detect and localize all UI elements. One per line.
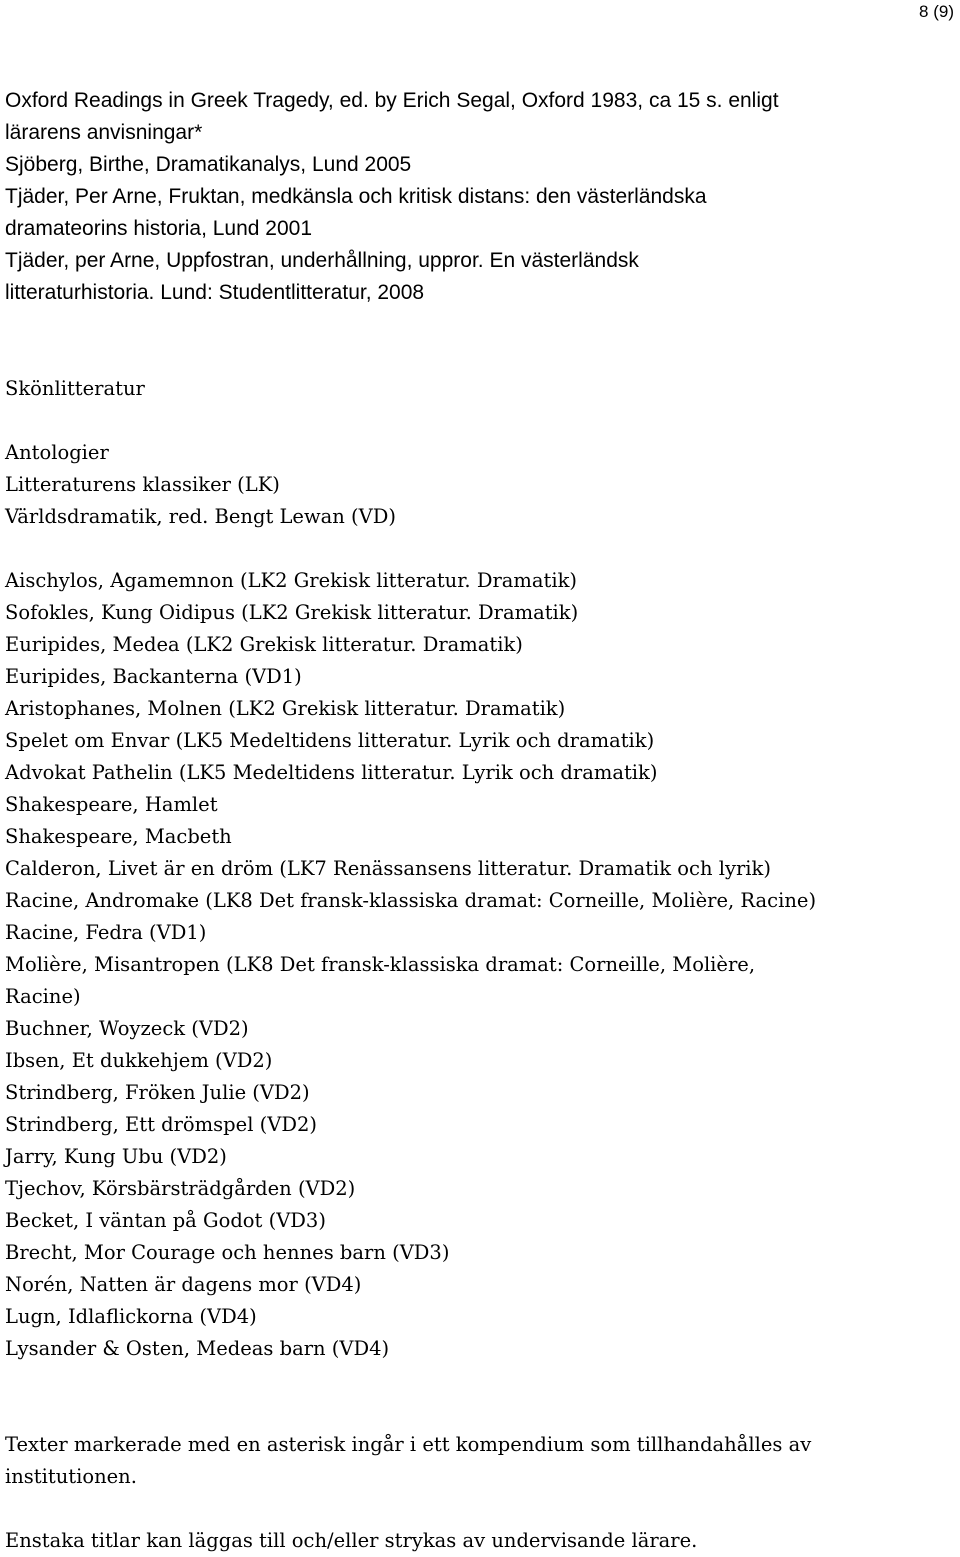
work-line: Shakespeare, Hamlet — [5, 793, 218, 816]
bibliography-line: lärarens anvisningar* — [5, 121, 203, 144]
work-line: Strindberg, Fröken Julie (VD2) — [5, 1081, 310, 1104]
work-line: Lysander & Osten, Medeas barn (VD4) — [5, 1337, 390, 1360]
work-line: Aristophanes, Molnen (LK2 Grekisk litteratur. Dramatik) — [5, 697, 566, 720]
note-line: institutionen. — [5, 1465, 137, 1488]
document-body — [5, 85, 950, 1557]
bibliography-line: Sjöberg, Birthe, Dramatikanalys, Lund 2005 — [5, 153, 412, 176]
work-line: Brecht, Mor Courage och hennes barn (VD3) — [5, 1241, 450, 1264]
work-line: Molière, Misantropen (LK8 Det fransk-klassiska dramat: Corneille, Molière, — [5, 953, 756, 976]
notes — [5, 1429, 950, 1493]
final-note: Enstaka titlar kan läggas till och/eller strykas av undervisande lärare. — [5, 1529, 698, 1552]
work-line: Sofokles, Kung Oidipus (LK2 Grekisk litteratur. Dramatik) — [5, 601, 579, 624]
work-line: Racine, Andromake (LK8 Det fransk-klassiska dramat: Corneille, Molière, Racine) — [5, 889, 817, 912]
work-line: Norén, Natten är dagens mor (VD4) — [5, 1273, 362, 1296]
work-line: Ibsen, Et dukkehjem (VD2) — [5, 1049, 273, 1072]
bibliography-line: Oxford Readings in Greek Tragedy, ed. by Erich Segal, Oxford 1983, ca 15 s. enligt — [5, 89, 779, 112]
bibliography-list — [5, 85, 950, 309]
work-line: Buchner, Woyzeck (VD2) — [5, 1017, 249, 1040]
work-line: Racine) — [5, 985, 81, 1008]
work-line: Spelet om Envar (LK5 Medeltidens litteratur. Lyrik och dramatik) — [5, 729, 655, 752]
page-number: 8 (9) — [919, 2, 954, 21]
work-line: Euripides, Medea (LK2 Grekisk litteratur. Dramatik) — [5, 633, 523, 656]
bibliography-line: dramateorins historia, Lund 2001 — [5, 217, 313, 240]
anthology-line: Världsdramatik, red. Bengt Lewan (VD) — [5, 505, 396, 528]
bibliography-line: litteraturhistoria. Lund: Studentlitteratur, 2008 — [5, 281, 425, 304]
anthology-line: Antologier — [5, 441, 109, 464]
note-line: Texter markerade med en asterisk ingår i ett kompendium som tillhandahålles av — [5, 1433, 812, 1456]
work-line: Advokat Pathelin (LK5 Medeltidens litteratur. Lyrik och dramatik) — [5, 761, 658, 784]
work-line: Calderon, Livet är en dröm (LK7 Renässansens litteratur. Dramatik och lyrik) — [5, 857, 771, 880]
work-line: Lugn, Idlaflickorna (VD4) — [5, 1305, 257, 1328]
bibliography-line: Tjäder, per Arne, Uppfostran, underhållning, uppror. En västerländsk — [5, 249, 639, 272]
work-line: Shakespeare, Macbeth — [5, 825, 232, 848]
work-line: Aischylos, Agamemnon (LK2 Grekisk litteratur. Dramatik) — [5, 569, 578, 592]
work-line: Tjechov, Körsbärsträdgården (VD2) — [5, 1177, 356, 1200]
anthology-list — [5, 437, 950, 533]
work-line: Strindberg, Ett drömspel (VD2) — [5, 1113, 317, 1136]
bibliography-line: Tjäder, Per Arne, Fruktan, medkänsla och kritisk distans: den västerländska — [5, 185, 707, 208]
works-list — [5, 565, 950, 1365]
work-line: Becket, I väntan på Godot (VD3) — [5, 1209, 326, 1232]
work-line: Euripides, Backanterna (VD1) — [5, 665, 302, 688]
anthology-line: Litteraturens klassiker (LK) — [5, 473, 280, 496]
work-line: Racine, Fedra (VD1) — [5, 921, 207, 944]
section-heading: Skönlitteratur — [5, 377, 145, 400]
work-line: Jarry, Kung Ubu (VD2) — [5, 1145, 227, 1168]
